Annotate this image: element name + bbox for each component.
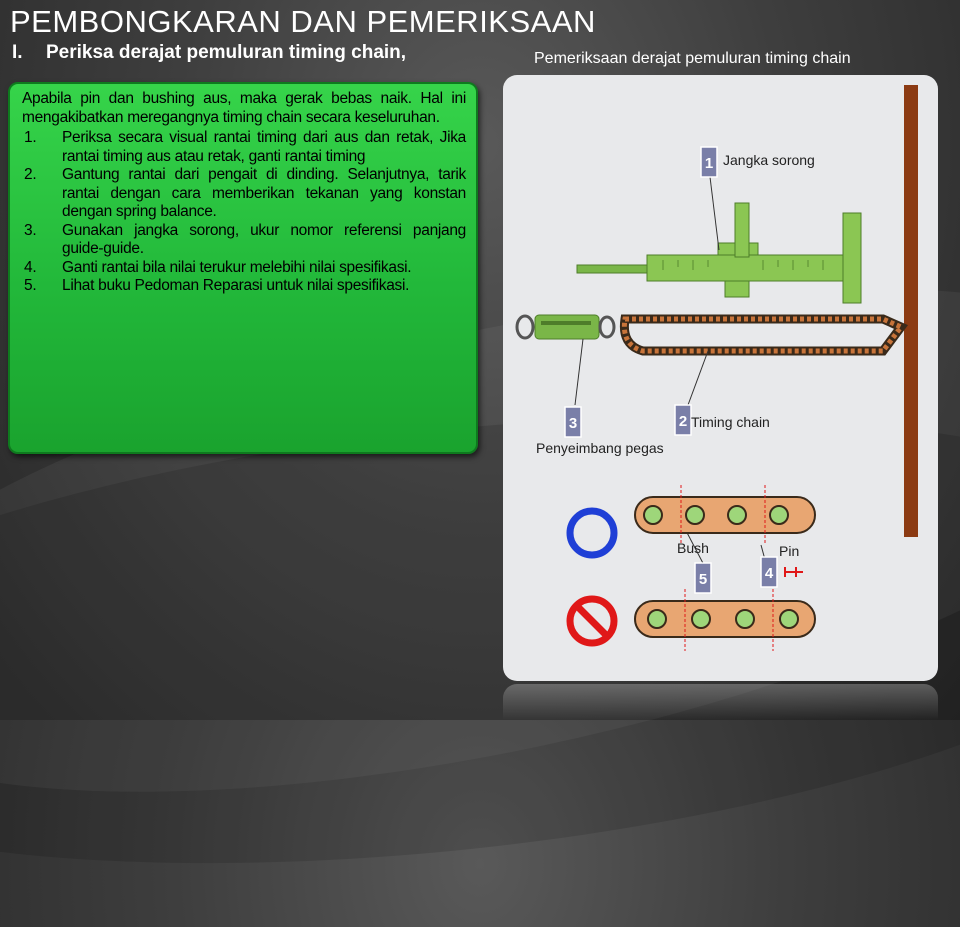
- step-number: 3.: [24, 221, 37, 239]
- measurement-diagram: [503, 75, 938, 681]
- badge-2: [675, 405, 691, 435]
- pin-label: Pin: [779, 543, 800, 559]
- caliper-label: Jangka sorong: [723, 152, 815, 168]
- svg-text:2: 2: [678, 413, 688, 430]
- intro-paragraph: Apabila pin dan bushing aus, maka gerak bebas naik. Hal ini mengakibatkan meregangnya timing chain secara keseluruhan.: [22, 90, 466, 126]
- caliper: [577, 203, 861, 303]
- svg-text:1: 1: [704, 155, 714, 172]
- bush-label: Bush: [677, 540, 709, 556]
- slide-title: PEMBONGKARAN DAN PEMERIKSAAN: [10, 4, 596, 39]
- badge-4: [761, 557, 777, 587]
- figure-reflection: [503, 684, 938, 720]
- step-number: 4.: [24, 258, 37, 276]
- wall-post: [904, 85, 918, 537]
- badge-1: [701, 147, 717, 177]
- instruction-textbox: [8, 82, 478, 454]
- chain-segment-good: [635, 485, 815, 545]
- svg-text:4: 4: [764, 565, 774, 582]
- svg-text:5: 5: [698, 571, 708, 588]
- subtitle-number: I.: [12, 42, 23, 63]
- list-item: [22, 222, 466, 259]
- timing-chain-loop: [624, 319, 901, 351]
- list-item: [22, 129, 466, 166]
- slide-subtitle: [12, 42, 406, 64]
- svg-text:3: 3: [568, 415, 578, 432]
- timing-chain-figure: [503, 75, 938, 681]
- step-number: 5.: [24, 277, 37, 294]
- spring-balance-label: Penyeimbang pegas: [536, 440, 664, 456]
- badge-3: [565, 407, 581, 437]
- chain-segment-worn: [635, 589, 815, 651]
- figure-caption: Pemeriksaan derajat pemuluran timing chain: [534, 50, 851, 67]
- badge-5: [695, 563, 711, 593]
- list-item: [22, 277, 466, 296]
- step-number: 2.: [24, 166, 37, 183]
- pin-gap-arrows: [785, 567, 803, 577]
- subtitle-text: Periksa derajat pemuluran timing chain,: [46, 42, 407, 63]
- chain-label: Timing chain: [691, 414, 770, 430]
- step-text: Ganti rantai bila nilai terukur melebihi nilai spesifikasi.: [62, 258, 412, 276]
- step-text: Gunakan jangka sorong, ukur nomor referensi panjang guide-guide.: [62, 221, 466, 257]
- steps-list: [22, 129, 466, 296]
- ok-circle-icon: [570, 511, 614, 555]
- step-number: 1.: [24, 129, 37, 146]
- prohibited-icon: [570, 599, 614, 643]
- step-text: Lihat buku Pedoman Reparasi untuk nilai spesifikasi.: [62, 277, 410, 294]
- spring-balance: [517, 315, 614, 339]
- step-text: Gantung rantai dari pengait di dinding. Selanjutnya, tarik rantai dengan cara memberikan tekanan yang konstan dengan spring balance.: [62, 166, 466, 220]
- list-item: [22, 166, 466, 222]
- list-item: [22, 259, 466, 278]
- step-text: Periksa secara visual rantai timing dari aus dan retak, Jika rantai timing aus atau retak, ganti rantai timing: [62, 129, 466, 165]
